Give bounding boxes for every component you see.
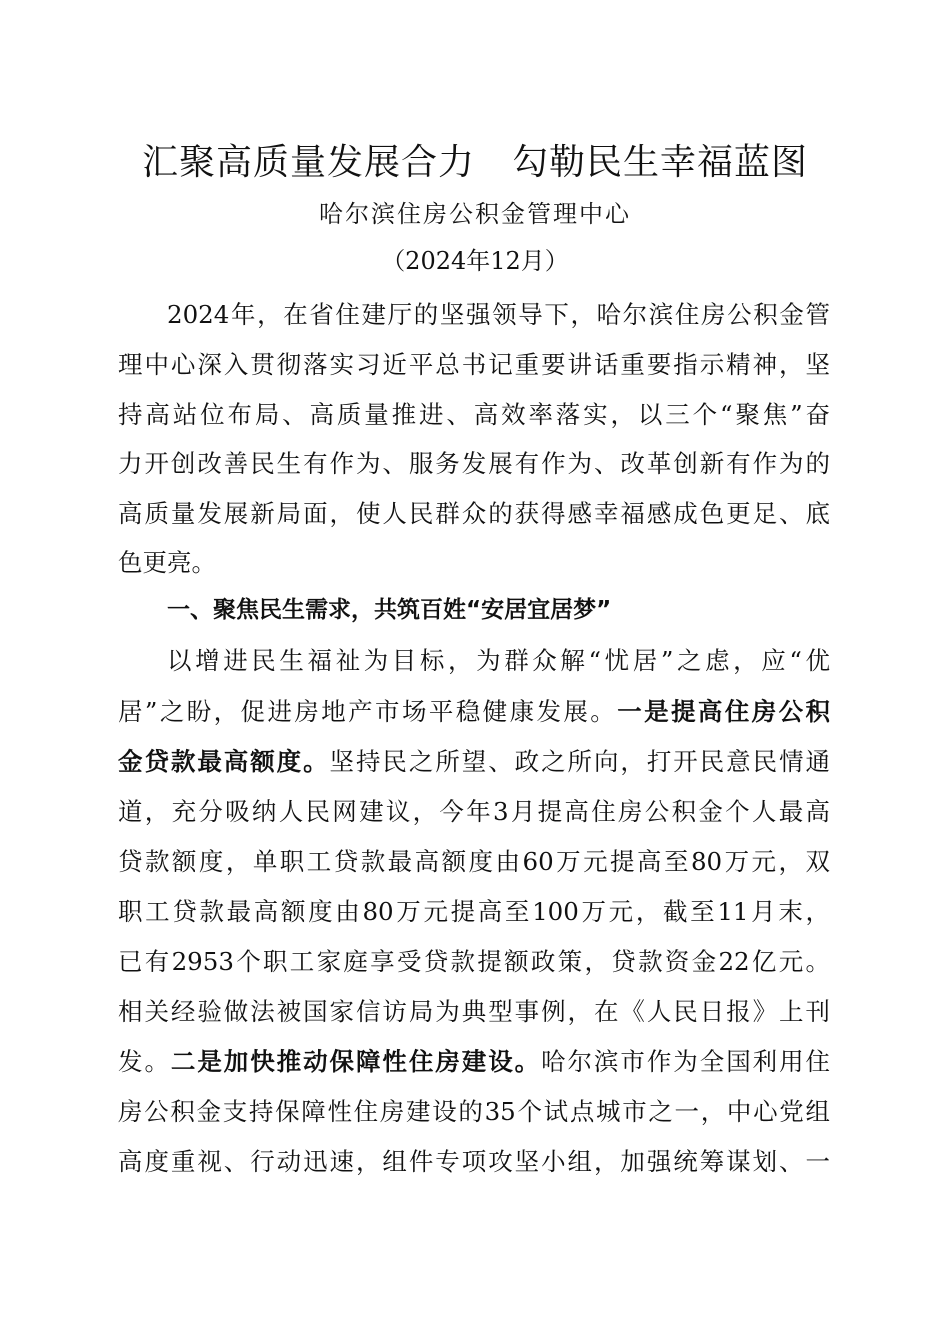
section-1-heading: 一、聚焦民生需求，共筑百姓“安居宜居梦” xyxy=(167,597,612,623)
paragraph-1-line-2: 理中心深入贯彻落实习近平总书记重要讲话重要指示精神，坚 xyxy=(118,350,830,379)
paragraph-text: 坚持民之所望、政之所向，打开民意民情通 xyxy=(329,747,831,776)
document-title: 汇聚高质量发展合力 勾勒民生幸福蓝图 xyxy=(141,142,808,183)
paragraph-1-line-4: 力开创改善民生有作为、服务发展有作为、改革创新有作为的 xyxy=(118,449,830,478)
document-date: （2024年12月） xyxy=(381,247,569,275)
paragraph-2-line-1: 以增进民生福祉为目标，为群众解“忧居”之虑，应“优 xyxy=(167,646,830,675)
paragraph-2-line-2 xyxy=(118,694,830,730)
paragraph-text: 居”之盼，促进房地产市场平稳健康发展。 xyxy=(118,697,618,726)
paragraph-1-line-3: 持高站位布局、高质量推进、高效率落实，以三个“聚焦”奋 xyxy=(118,400,830,429)
paragraph-2-line-10: 房公积金支持保障性住房建设的35个试点城市之一，中心党组 xyxy=(118,1097,830,1126)
paragraph-2-line-7: 已有2953个职工家庭享受贷款提额政策，贷款资金22亿元。 xyxy=(118,947,830,976)
document-subtitle: 哈尔滨住房公积金管理中心 xyxy=(319,200,631,228)
bold-point-2: 二是加快推动保障性住房建设。 xyxy=(170,1047,542,1076)
paragraph-2-line-11: 高度重视、行动迅速，组件专项攻坚小组，加强统筹谋划、一 xyxy=(118,1147,830,1176)
paragraph-1-line-1: 2024年，在省住建厅的坚强领导下，哈尔滨住房公积金管 xyxy=(167,300,830,329)
paragraph-text: 哈尔滨市作为全国利用住 xyxy=(541,1047,831,1076)
bold-point-1-start: 一是提高住房公积 xyxy=(617,697,831,726)
paragraph-2-line-4: 道，充分吸纳人民网建议，今年3月提高住房公积金个人最高 xyxy=(118,797,830,826)
paragraph-2-line-3 xyxy=(118,744,830,780)
paragraph-2-line-6: 职工贷款最高额度由80万元提高至100万元，截至11月末， xyxy=(118,897,830,926)
bold-point-1-end: 金贷款最高额度。 xyxy=(118,747,330,776)
paragraph-2-line-9 xyxy=(118,1044,830,1080)
paragraph-2-line-8: 相关经验做法被国家信访局为典型事例，在《人民日报》上刊 xyxy=(118,997,830,1026)
paragraph-2-line-5: 贷款额度，单职工贷款最高额度由60万元提高至80万元，双 xyxy=(118,847,830,876)
paragraph-1-line-6: 色更亮。 xyxy=(118,548,216,577)
paragraph-text: 发。 xyxy=(118,1047,171,1076)
paragraph-1-line-5: 高质量发展新局面，使人民群众的获得感幸福感成色更足、底 xyxy=(118,499,830,528)
